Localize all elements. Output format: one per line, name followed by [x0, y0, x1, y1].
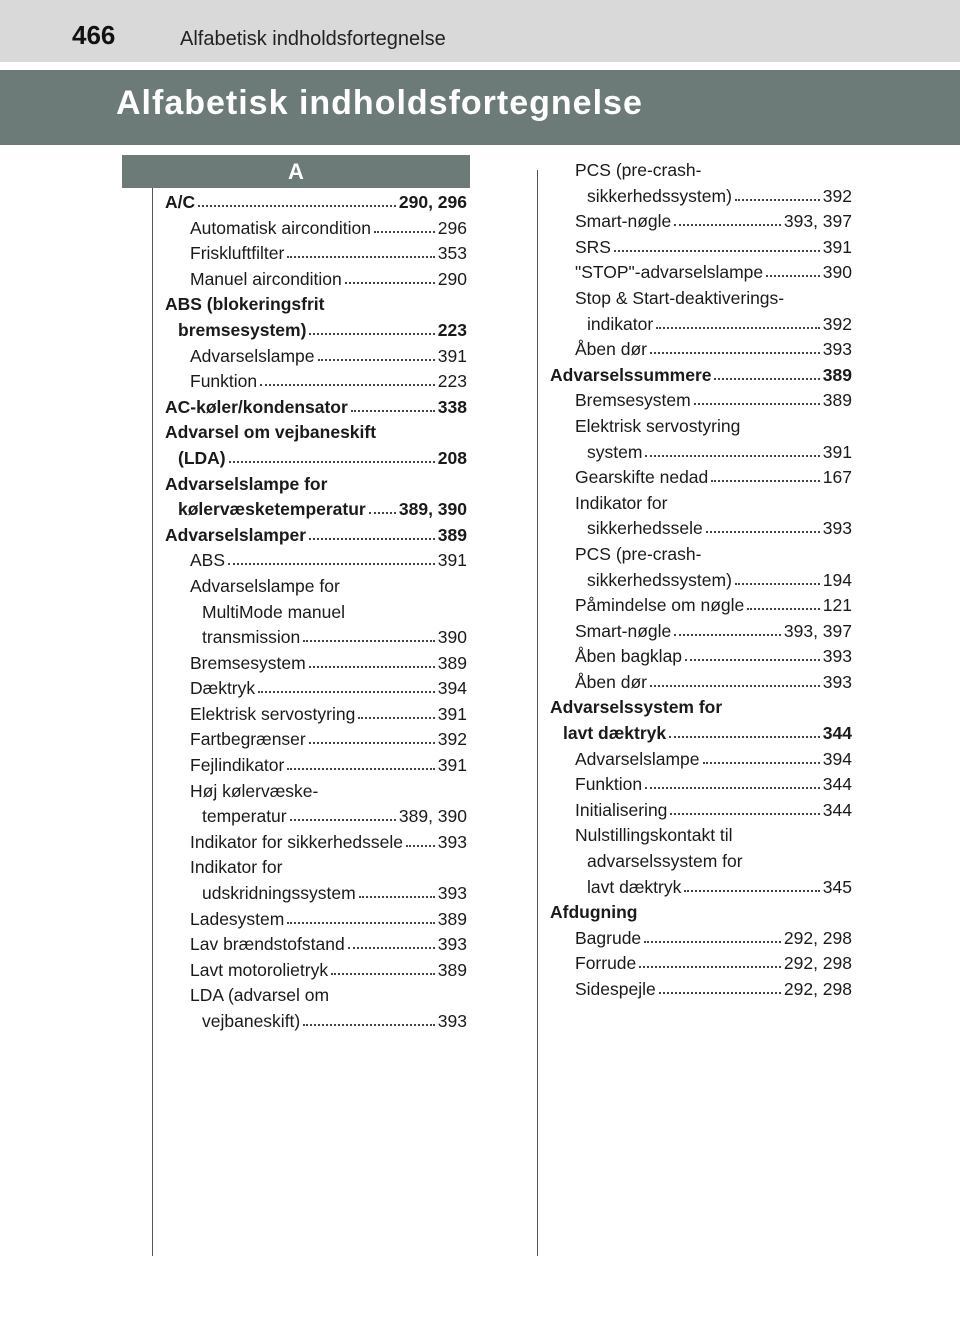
- index-entry-text: AC-køler/kondensator: [165, 396, 348, 417]
- dot-leader: [766, 262, 820, 277]
- index-entry-pages: 345: [822, 876, 852, 897]
- index-entry: [165, 857, 467, 883]
- dot-leader: [260, 371, 435, 386]
- index-entry-text: lavt dæktryk: [587, 876, 682, 897]
- index-entry-text: Gearskifte nedad: [575, 467, 709, 488]
- index-entry-text: Dæktryk: [190, 678, 256, 699]
- index-entry-pages: 391: [437, 755, 467, 776]
- index-entry: [550, 697, 852, 723]
- index-entry-text: Forrude: [575, 953, 637, 974]
- index-column-left: [165, 192, 467, 1037]
- index-entry-pages: 296: [437, 217, 467, 238]
- index-entry-text: Advarsel om vejbaneskift: [165, 422, 377, 443]
- index-entry: [550, 211, 852, 237]
- dot-leader: [735, 186, 820, 201]
- index-entry: [165, 653, 467, 679]
- index-entry-text: Påmindelse om nøgle: [575, 595, 745, 616]
- index-entry-text: indikator: [587, 313, 654, 334]
- index-entry: [165, 422, 467, 448]
- index-entry-text: Manuel aircondition: [190, 268, 342, 289]
- index-entry-text: Automatisk aircondition: [190, 217, 371, 238]
- index-entry-text: SRS: [575, 236, 611, 257]
- dot-leader: [747, 595, 820, 610]
- index-entry-pages: 338: [437, 396, 467, 417]
- index-entry-pages: 344: [822, 723, 852, 744]
- index-entry: [550, 800, 852, 826]
- dot-leader: [645, 442, 819, 457]
- page-number: 466: [72, 20, 116, 50]
- index-entry-text: lavt dæktryk: [563, 723, 667, 744]
- index-entry-text: kølervæsketemperatur: [178, 499, 366, 520]
- index-entry-text: MultiMode manuel: [202, 601, 345, 622]
- index-entry-text: transmission: [202, 627, 301, 648]
- index-entry-pages: 194: [822, 569, 852, 590]
- dot-leader: [287, 909, 434, 924]
- dot-leader: [684, 877, 819, 892]
- index-entry: [165, 960, 467, 986]
- index-entry-pages: 391: [437, 345, 467, 366]
- dot-leader: [359, 883, 435, 898]
- dot-leader: [659, 979, 781, 994]
- index-entry: [165, 909, 467, 935]
- dot-leader: [656, 314, 820, 329]
- index-entry-pages: 121: [822, 595, 852, 616]
- index-entry-text: Elektrisk servostyring: [575, 415, 741, 436]
- index-entry: [165, 755, 467, 781]
- index-entry-text: Initialisering: [575, 799, 668, 820]
- index-entry: [550, 851, 852, 877]
- index-entry-pages: 393: [822, 671, 852, 692]
- index-entry: [165, 448, 467, 474]
- dot-leader: [348, 934, 435, 949]
- index-entry-text: Advarselslampe for: [165, 473, 328, 494]
- dot-leader: [669, 723, 820, 738]
- index-entry-text: PCS (pre-crash-: [575, 543, 702, 564]
- index-entry-pages: 223: [437, 371, 467, 392]
- index-entry-pages: 392: [822, 185, 852, 206]
- dot-leader: [374, 218, 435, 233]
- index-entry-text: LDA (advarsel om: [190, 985, 330, 1006]
- index-entry-text: Funktion: [190, 371, 258, 392]
- index-entry: [550, 467, 852, 493]
- index-entry-pages: 290: [437, 268, 467, 289]
- dot-leader: [714, 365, 819, 380]
- index-entry-text: PCS (pre-crash-: [575, 160, 702, 180]
- dot-leader: [309, 729, 435, 744]
- index-entry-pages: 389, 390: [398, 499, 467, 520]
- index-entry-text: Indikator for: [575, 492, 668, 513]
- index-entry: [550, 518, 852, 544]
- title-banner: [0, 70, 960, 145]
- index-entry-text: sikkerhedssystem): [587, 569, 732, 590]
- index-entry-pages: 393, 397: [783, 620, 852, 641]
- dot-leader: [694, 390, 820, 405]
- section-letter-tab: A: [122, 155, 470, 188]
- index-entry-pages: 393: [437, 831, 467, 852]
- index-entry: [550, 160, 852, 186]
- dot-leader: [674, 621, 781, 636]
- index-entry: [550, 262, 852, 288]
- dot-leader: [318, 346, 435, 361]
- index-entry: [550, 595, 852, 621]
- index-entry-text: Indikator for: [190, 857, 283, 878]
- index-entry-text: Funktion: [575, 774, 643, 795]
- dot-leader: [309, 320, 434, 335]
- index-entry-text: Sidespejle: [575, 979, 656, 999]
- dot-leader: [670, 800, 819, 815]
- index-entry: [165, 576, 467, 602]
- index-entry-text: Fejlindikator: [190, 755, 285, 776]
- index-entry: [550, 646, 852, 672]
- index-entry: [550, 288, 852, 314]
- index-entry-pages: 344: [822, 774, 852, 795]
- index-entry-text: bremsesystem): [178, 319, 307, 340]
- dot-leader: [735, 570, 820, 585]
- index-entry-pages: 389: [822, 364, 852, 385]
- index-entry-pages: 390: [437, 627, 467, 648]
- index-entry-text: Advarselslampe for: [190, 575, 340, 596]
- index-entry-pages: 389: [437, 959, 467, 980]
- dot-leader: [331, 960, 435, 975]
- index-entry-text: temperatur: [202, 806, 287, 827]
- index-entry: [550, 314, 852, 340]
- dot-leader: [614, 237, 820, 252]
- index-entry: [550, 621, 852, 647]
- index-entry-pages: 389: [437, 524, 467, 545]
- index-entry-pages: 392: [822, 313, 852, 334]
- page-header: [0, 0, 960, 62]
- index-entry-text: Elektrisk servostyring: [190, 703, 356, 724]
- index-entry-pages: 292, 298: [783, 979, 852, 999]
- index-entry-text: Lav brændstofstand: [190, 934, 345, 955]
- index-entry: [550, 877, 852, 903]
- dot-leader: [258, 678, 435, 693]
- dot-leader: [229, 448, 435, 463]
- index-entry-pages: 393: [822, 339, 852, 360]
- dot-leader: [711, 467, 820, 482]
- index-entry-pages: 290, 296: [398, 192, 467, 212]
- index-entry-text: Advarselssystem for: [550, 697, 723, 718]
- index-entry-text: Advarselslamper: [165, 524, 307, 545]
- dot-leader: [287, 755, 434, 770]
- index-entry-text: advarselssystem for: [587, 851, 743, 872]
- dot-leader: [345, 269, 435, 284]
- index-entry-text: Høj kølervæske-: [190, 780, 319, 801]
- index-entry-pages: 223: [437, 319, 467, 340]
- index-entry-text: Stop & Start-deaktiverings-: [575, 287, 785, 308]
- index-entry-pages: 394: [437, 678, 467, 699]
- dot-leader: [309, 653, 435, 668]
- index-entry: [550, 979, 852, 1005]
- index-entry: [550, 237, 852, 263]
- index-entry-text: vejbaneskift): [202, 1011, 301, 1031]
- index-entry-pages: 344: [822, 799, 852, 820]
- index-entry-pages: 389: [437, 652, 467, 673]
- index-entry: [550, 774, 852, 800]
- index-entry: [165, 499, 467, 525]
- index-entry-text: sikkerhedssystem): [587, 185, 732, 206]
- index-entry: [165, 934, 467, 960]
- dot-leader: [287, 243, 434, 258]
- dot-leader: [358, 704, 434, 719]
- index-entry-text: Fartbegrænser: [190, 729, 306, 750]
- index-entry-text: A/C: [165, 192, 196, 212]
- index-entry-text: ABS (blokeringsfrit: [165, 294, 325, 315]
- index-entry-pages: 393: [437, 1011, 467, 1031]
- index-entry-pages: 391: [437, 550, 467, 571]
- dot-leader: [645, 774, 820, 789]
- index-entry-pages: 393: [437, 883, 467, 904]
- index-entry-text: "STOP"-advarselslampe: [575, 262, 764, 283]
- index-entry-text: Lavt motorolietryk: [190, 959, 329, 980]
- page-title: Alfabetisk indholdsfortegnelse: [116, 84, 643, 122]
- index-entry: [165, 192, 467, 218]
- index-entry-pages: 393: [437, 934, 467, 955]
- index-entry: [550, 749, 852, 775]
- index-entry: [165, 294, 467, 320]
- index-entry-text: Åben dør: [575, 339, 647, 360]
- index-entry-text: Friskluftfilter: [190, 243, 285, 264]
- index-entry-pages: 391: [822, 441, 852, 462]
- index-entry-pages: 389, 390: [398, 806, 467, 827]
- index-entry: [165, 704, 467, 730]
- index-entry: [165, 627, 467, 653]
- index-entry: [550, 365, 852, 391]
- index-entry-pages: 394: [822, 748, 852, 769]
- index-entry-text: sikkerhedssele: [587, 518, 703, 539]
- dot-leader: [351, 397, 435, 412]
- index-entry: [550, 825, 852, 851]
- index-entry-text: Smart-nøgle: [575, 620, 672, 641]
- index-entry-text: Bagrude: [575, 927, 642, 948]
- dot-leader: [706, 518, 820, 533]
- index-entry: [550, 339, 852, 365]
- index-entry-text: Advarselslampe: [190, 345, 315, 366]
- index-entry-pages: 292, 298: [783, 927, 852, 948]
- index-entry-pages: 389: [822, 390, 852, 411]
- index-entry-pages: 393: [822, 518, 852, 539]
- index-entry: [165, 806, 467, 832]
- index-entry-pages: 393: [822, 646, 852, 667]
- dot-leader: [303, 627, 435, 642]
- index-entry: [165, 371, 467, 397]
- index-entry-text: Afdugning: [550, 902, 638, 923]
- index-entry: [165, 269, 467, 295]
- index-entry-pages: 391: [822, 236, 852, 257]
- index-entry-pages: 292, 298: [783, 953, 852, 974]
- index-entry-text: udskridningssystem: [202, 883, 356, 904]
- index-entry-text: Indikator for sikkerhedssele: [190, 831, 404, 852]
- index-entry: [165, 550, 467, 576]
- dot-leader: [703, 749, 820, 764]
- index-entry: [165, 883, 467, 909]
- index-entry-pages: 167: [822, 467, 852, 488]
- index-entry-text: Åben dør: [575, 671, 647, 692]
- index-entry-pages: 389: [437, 908, 467, 929]
- dot-leader: [639, 953, 781, 968]
- index-entry: [165, 474, 467, 500]
- index-entry: [550, 390, 852, 416]
- index-entry: [550, 723, 852, 749]
- index-entry-text: (LDA): [178, 447, 226, 468]
- running-title: Alfabetisk indholdsfortegnelse: [180, 28, 446, 50]
- index-entry-text: Nulstillingskontakt til: [575, 825, 733, 846]
- index-entry-text: Åben bagklap: [575, 646, 683, 667]
- column-divider-middle: [537, 170, 538, 1256]
- index-entry: [165, 346, 467, 372]
- dot-leader: [309, 525, 435, 540]
- index-entry-pages: 208: [437, 447, 467, 468]
- dot-leader: [650, 672, 820, 687]
- dot-leader: [290, 806, 396, 821]
- index-entry: [550, 570, 852, 596]
- dot-leader: [198, 192, 396, 207]
- index-entry-pages: 390: [822, 262, 852, 283]
- index-entry: [165, 832, 467, 858]
- index-entry: [550, 442, 852, 468]
- index-entry: [165, 525, 467, 551]
- index-entry-text: Advarselslampe: [575, 748, 700, 769]
- dot-leader: [303, 1011, 435, 1026]
- index-entry: [165, 729, 467, 755]
- index-entry: [165, 320, 467, 346]
- index-entry: [550, 902, 852, 928]
- dot-leader: [369, 499, 396, 514]
- column-divider-left: [152, 188, 153, 1256]
- dot-leader: [406, 832, 435, 847]
- index-entry: [165, 243, 467, 269]
- dot-leader: [644, 928, 781, 943]
- index-entry: [165, 218, 467, 244]
- index-entry-pages: 393, 397: [783, 211, 852, 232]
- index-entry-text: Smart-nøgle: [575, 211, 672, 232]
- index-entry: [550, 928, 852, 954]
- index-entry: [165, 1011, 467, 1037]
- index-entry: [165, 781, 467, 807]
- index-entry: [165, 678, 467, 704]
- index-entry: [550, 672, 852, 698]
- index-entry-text: Bremsesystem: [575, 390, 691, 411]
- index-entry: [165, 985, 467, 1011]
- dot-leader: [674, 211, 781, 226]
- index-entry-text: Ladesystem: [190, 908, 285, 929]
- dot-leader: [228, 550, 435, 565]
- index-entry: [550, 953, 852, 979]
- index-entry-text: ABS: [190, 550, 226, 571]
- index-entry-pages: 392: [437, 729, 467, 750]
- index-entry: [550, 493, 852, 519]
- index-entry-text: Advarselssummere: [550, 364, 712, 385]
- index-entry-text: system: [587, 441, 643, 462]
- dot-leader: [685, 646, 820, 661]
- index-entry-pages: 391: [437, 703, 467, 724]
- index-entry: [550, 544, 852, 570]
- index-entry: [550, 186, 852, 212]
- index-entry-pages: 353: [437, 243, 467, 264]
- index-entry: [165, 397, 467, 423]
- index-entry: [550, 416, 852, 442]
- index-column-right: [550, 160, 852, 1005]
- dot-leader: [650, 339, 820, 354]
- index-entry-text: Bremsesystem: [190, 652, 306, 673]
- index-entry: [165, 602, 467, 628]
